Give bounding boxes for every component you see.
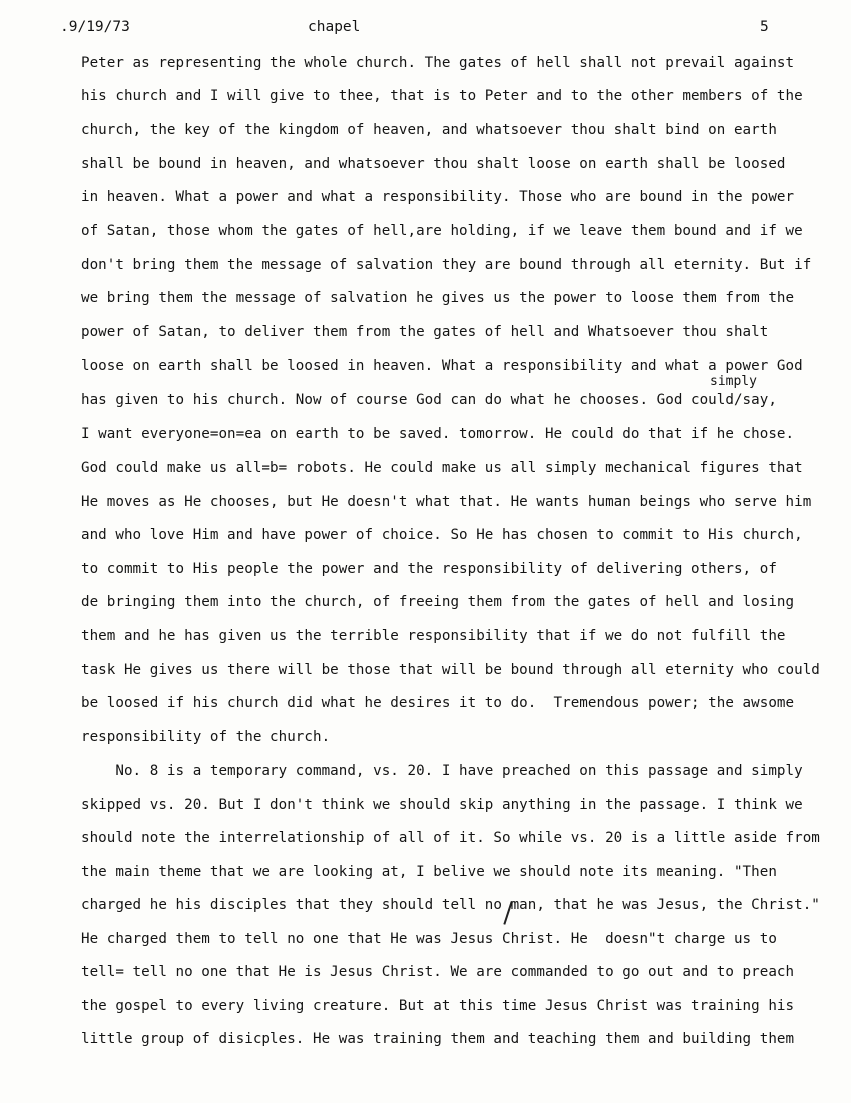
text-line: God could make us all=b= robots. He could make us all simply mechanical figures that bbox=[81, 460, 803, 476]
text-line: little group of disicples. He was training them and teaching them and building them bbox=[81, 1031, 795, 1047]
text-line: in heaven. What a power and what a responsibility. Those who are bound in the power bbox=[81, 189, 795, 205]
text-line: don't bring them the message of salvation they are bound through all eternity. But if bbox=[81, 257, 812, 273]
text-line: should note the interrelationship of all of it. So while vs. 20 is a little aside from bbox=[81, 830, 820, 846]
text-line: we bring them the message of salvation he gives us the power to loose them from the bbox=[81, 290, 795, 306]
interlinear-insert: simply bbox=[710, 374, 757, 389]
text-line: Peter as representing the whole church. The gates of hell shall not prevail against bbox=[81, 55, 795, 71]
page-date: .9/19/73 bbox=[60, 19, 130, 35]
text-line: the gospel to every living creature. But at this time Jesus Christ was training his bbox=[81, 998, 795, 1014]
text-line: charged he his disciples that they should tell no man, that he was Jesus, the Christ." bbox=[81, 897, 820, 913]
text-line: them and he has given us the terrible responsibility that if we do not fulfill the bbox=[81, 628, 786, 644]
text-line: tell= tell no one that He is Jesus Christ. We are commanded to go out and to preach bbox=[81, 964, 795, 980]
text-line: shall be bound in heaven, and whatsoever thou shalt loose on earth shall be loosed bbox=[81, 156, 786, 172]
text-line: and who love Him and have power of choice. So He has chosen to commit to His church, bbox=[81, 527, 803, 543]
page-number: 5 bbox=[760, 19, 769, 35]
text-line: his church and I will give to thee, that is to Peter and to the other members of the bbox=[81, 88, 803, 104]
text-line: No. 8 is a temporary command, vs. 20. I have preached on this passage and simply bbox=[81, 763, 803, 779]
text-line: the main theme that we are looking at, I belive we should note its meaning. "Then bbox=[81, 864, 777, 880]
text-line: de bringing them into the church, of freeing them from the gates of hell and losing bbox=[81, 594, 795, 610]
text-line: has given to his church. Now of course God can do what he chooses. God could/say, bbox=[81, 392, 777, 408]
text-line: to commit to His people the power and the responsibility of delivering others, of bbox=[81, 561, 777, 577]
text-line: responsibility of the church. bbox=[81, 729, 331, 745]
text-line: He moves as He chooses, but He doesn't what that. He wants human beings who serve him bbox=[81, 494, 812, 510]
text-line: task He gives us there will be those that will be bound through all eternity who could bbox=[81, 662, 820, 678]
text-line: of Satan, those whom the gates of hell,are holding, if we leave them bound and if we bbox=[81, 223, 803, 239]
text-line: power of Satan, to deliver them from the gates of hell and Whatsoever thou shalt bbox=[81, 324, 769, 340]
text-line: skipped vs. 20. But I don't think we should skip anything in the passage. I think we bbox=[81, 797, 803, 813]
text-line: church, the key of the kingdom of heaven, and whatsoever thou shalt bind on earth bbox=[81, 122, 777, 138]
text-line: be loosed if his church did what he desires it to do. Tremendous power; the awsome bbox=[81, 695, 795, 711]
text-line: He charged them to tell no one that He was Jesus Christ. He doesn"t charge us to bbox=[81, 931, 777, 947]
text-line: loose on earth shall be loosed in heaven. What a responsibility and what a power God bbox=[81, 358, 803, 374]
text-line: I want everyone=on=ea on earth to be saved. tomorrow. He could do that if he chose. bbox=[81, 426, 795, 442]
page-title: chapel bbox=[308, 19, 361, 35]
